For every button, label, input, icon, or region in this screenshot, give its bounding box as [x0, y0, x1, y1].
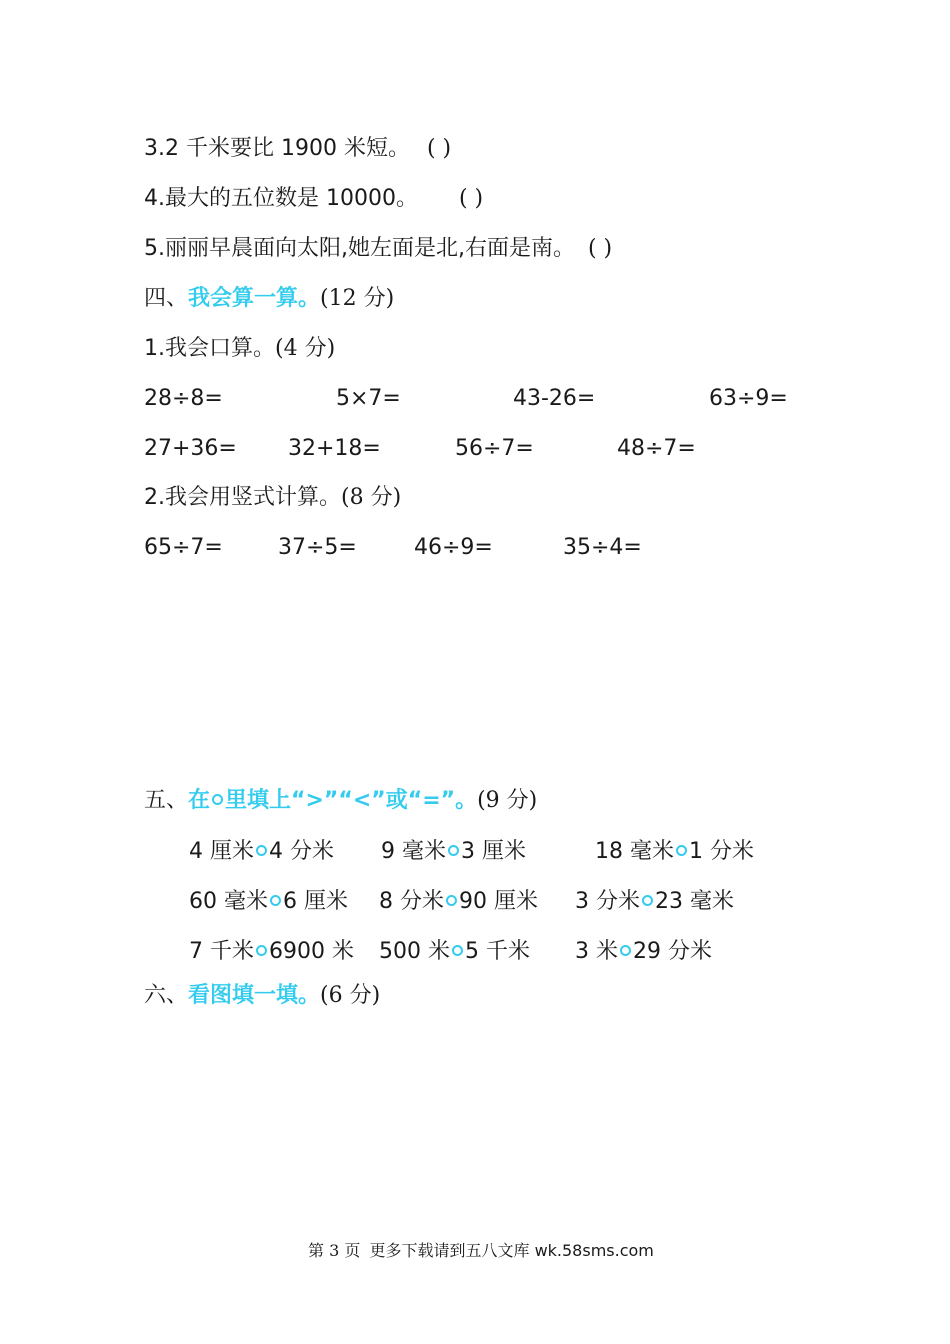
- comparison-right: 90 厘米: [459, 889, 538, 914]
- section-title: 看图填一填。: [188, 983, 321, 1008]
- answer-circle[interactable]: [448, 845, 459, 856]
- section-number: 五、: [144, 788, 189, 813]
- mental-math-problem: 5×7=: [336, 386, 401, 411]
- mental-math-problem: 27+36=: [144, 436, 237, 461]
- vertical-calc-problem: 37÷5=: [278, 535, 357, 560]
- comparison-item: [189, 838, 334, 866]
- section-number: 四、: [144, 286, 189, 311]
- mental-math-problem: 56÷7=: [455, 436, 534, 461]
- comparison-left: 8 分米: [379, 889, 444, 914]
- comparison-left: 18 毫米: [595, 839, 674, 864]
- comparison-item: [379, 938, 530, 966]
- circle-icon: [212, 794, 223, 805]
- comparison-right: 6 厘米: [283, 889, 348, 914]
- page-footer: [308, 1241, 654, 1261]
- section-6-heading: [144, 982, 380, 1010]
- answer-circle[interactable]: [446, 895, 457, 906]
- comparison-right: 29 分米: [633, 939, 712, 964]
- comparison-right: 6900 米: [269, 939, 354, 964]
- answer-circle[interactable]: [620, 945, 631, 956]
- comparison-item: [189, 938, 354, 966]
- vertical-calc-problem: 46÷9=: [414, 535, 493, 560]
- answer-paren: ( ): [458, 186, 484, 211]
- subsection-1-heading: [144, 335, 335, 363]
- comparison-right: 4 分米: [269, 839, 334, 864]
- judge-item-3: [144, 135, 451, 163]
- comparison-item: [381, 838, 526, 866]
- section-score: (9 分): [477, 788, 538, 813]
- vertical-calc-problem: 65÷7=: [144, 535, 223, 560]
- comparison-right: 5 千米: [465, 939, 530, 964]
- comparison-left: 60 毫米: [189, 889, 268, 914]
- answer-circle[interactable]: [676, 845, 687, 856]
- comparison-right: 3 厘米: [461, 839, 526, 864]
- section-title: 我会算一算。: [188, 286, 321, 311]
- judge-text: 4.最大的五位数是 10000。: [144, 186, 418, 211]
- comparison-item: [575, 888, 734, 916]
- answer-paren: ( ): [587, 236, 613, 261]
- answer-circle[interactable]: [256, 945, 267, 956]
- judge-text: 3.2 千米要比 1900 米短。: [144, 136, 410, 161]
- comparison-item: [379, 888, 538, 916]
- subsection-2-heading: [144, 484, 401, 512]
- comparison-right: 23 毫米: [655, 889, 734, 914]
- subsection-score: (4 分): [275, 336, 336, 361]
- mental-math-problem: 63÷9=: [709, 386, 788, 411]
- subsection-score: (8 分): [341, 485, 402, 510]
- comparison-left: 9 毫米: [381, 839, 446, 864]
- answer-circle[interactable]: [270, 895, 281, 906]
- answer-paren: ( ): [426, 136, 452, 161]
- comparison-item: [189, 888, 348, 916]
- comparison-item: [595, 838, 754, 866]
- footer-site[interactable]: wk.58sms.com: [534, 1241, 654, 1260]
- judge-text: 5.丽丽早晨面向太阳,她左面是北,右面是南。: [144, 236, 575, 261]
- section-title-part-b: 里填上“>”“<”或“=”。: [225, 788, 478, 813]
- comparison-left: 7 千米: [189, 939, 254, 964]
- mental-math-problem: 32+18=: [288, 436, 381, 461]
- comparison-item: [575, 938, 712, 966]
- answer-circle[interactable]: [642, 895, 653, 906]
- mental-math-problem: 43-26=: [513, 386, 596, 411]
- answer-circle[interactable]: [452, 945, 463, 956]
- judge-item-4: [144, 185, 483, 213]
- section-4-heading: [144, 285, 394, 313]
- section-score: (12 分): [320, 286, 395, 311]
- answer-circle[interactable]: [256, 845, 267, 856]
- subsection-label: 2.我会用竖式计算。: [144, 485, 341, 510]
- comparison-left: 500 米: [379, 939, 450, 964]
- comparison-left: 3 米: [575, 939, 618, 964]
- comparison-right: 1 分米: [689, 839, 754, 864]
- vertical-calc-problem: 35÷4=: [563, 535, 642, 560]
- section-number: 六、: [144, 983, 189, 1008]
- judge-item-5: [144, 235, 612, 263]
- footer-promo: 更多下载请到五八文库: [369, 1241, 530, 1260]
- section-title-part-a: 在: [188, 788, 211, 813]
- section-5-heading: [144, 787, 537, 815]
- page-number: 第 3 页: [308, 1241, 361, 1260]
- mental-math-problem: 48÷7=: [617, 436, 696, 461]
- comparison-left: 3 分米: [575, 889, 640, 914]
- section-score: (6 分): [320, 983, 381, 1008]
- comparison-left: 4 厘米: [189, 839, 254, 864]
- mental-math-problem: 28÷8=: [144, 386, 223, 411]
- subsection-label: 1.我会口算。: [144, 336, 275, 361]
